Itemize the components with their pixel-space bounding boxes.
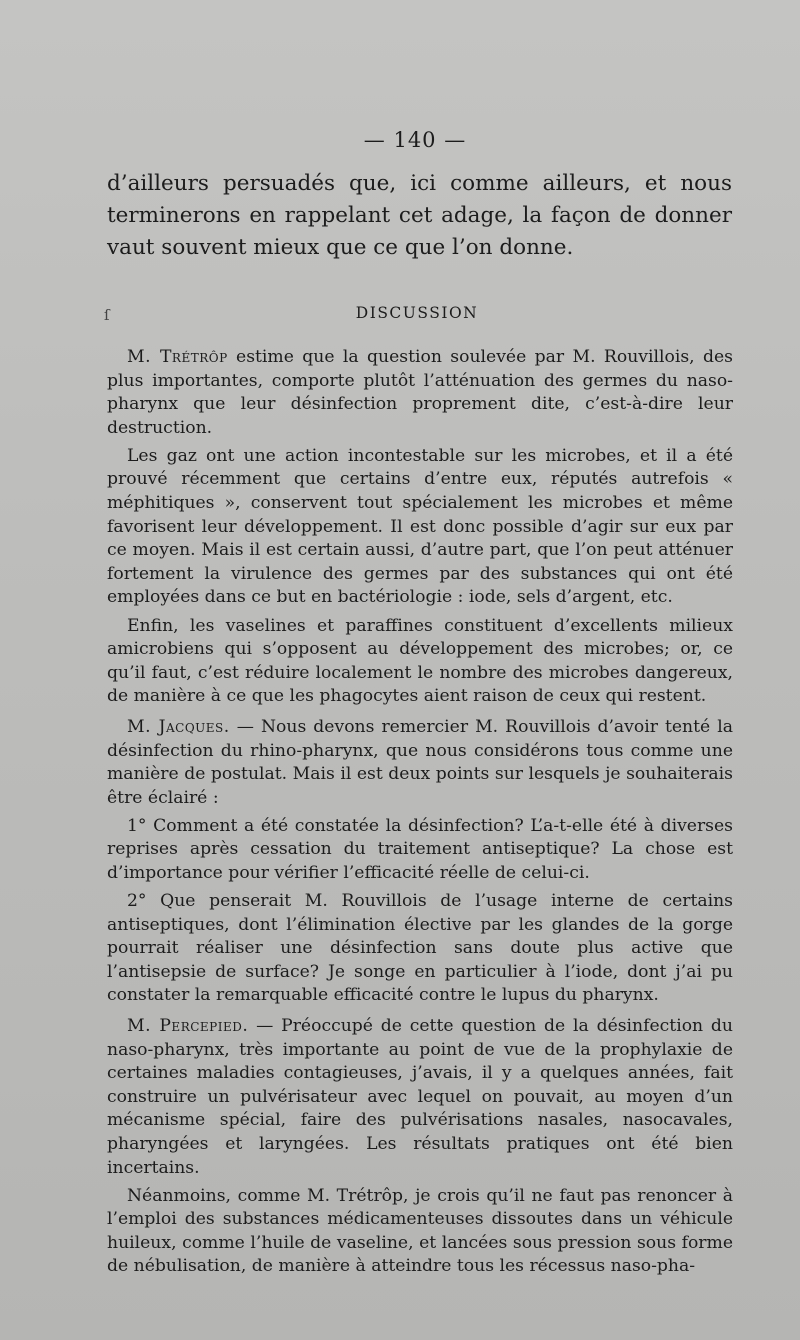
paragraph-text: — Préoccupé de cette question de la désinfection du naso-pharynx, très importante au point de vue de la prophylaxie de certaines maladies contagieuses, j’avais, il y a quelques années, fait construire un pulvérisateur avec lequel on pouvait, au moyen d’un mécanisme spécial, faire des pulvérisations nasales, nasocavales, pharyngées et laryngées. Les résultats pratiques ont été bien incertains. <box>107 1016 733 1178</box>
section-title: DISCUSSION <box>355 304 479 322</box>
paragraph-point-1 <box>107 815 733 886</box>
paragraph-tretrop <box>107 346 733 440</box>
paragraph-text: 2° Que penserait M. Rouvillois de l’usage interne de certains antiseptiques, dont l’élimination élective par les glandes de la gorge pourrait réaliser une désinfection sans doute plus active que l’antisepsie de surface? Je songe en particulier à l’iode, dont j’ai pu constater la remarquable efficacité contre le lupus du pharynx. <box>107 891 733 1006</box>
paragraph-text: estime que la question soulevée par M. Rouvillois, des plus importantes, comporte plutôt l’atténuation des germes du naso-pharynx que leur désinfection proprement dite, c’est-à-dire leur destruction. <box>107 347 733 438</box>
paragraph-text: Néanmoins, comme M. Trétrôp, je crois qu’il ne faut pas renoncer à l’emploi des substances médicamenteuses dissoutes dans un véhicule huileux, comme l’huile de vaseline, et lancées sous pression sous forme de nébulisation, de manière à atteindre tous les récessus naso-pha- <box>107 1185 733 1277</box>
margin-mark: ſ <box>104 306 110 324</box>
paragraph-jacques <box>107 716 733 810</box>
lead-paragraph: d’ailleurs persuadés que, ici comme ailleurs, et nous terminerons en rappelant cet adage, la façon de donner vaut souvent mieux que ce que l’on donne. <box>107 171 732 260</box>
paragraph-point-2 <box>107 890 733 1008</box>
speaker-name: M. Percepied. <box>127 1016 249 1037</box>
speaker-name: M. Jacques. <box>127 716 230 737</box>
paragraph-text: 1° Comment a été constatée la désinfection? L’a-t-elle été à diverses reprises après cessation du traitement antiseptique? La chose est d’importance pour vérifier l’efficacité réelle de celui-ci. <box>107 815 733 883</box>
paragraph-percepied <box>107 1015 733 1180</box>
paragraph-gaz <box>107 445 733 610</box>
speaker-name: M. Trétrôp <box>127 347 228 367</box>
paragraph-text: Enfin, les vaselines et paraffines constituent d’excellents milieux amicrobiens qui s’opposent au développement des microbes; or, ce qu’il faut, c’est réduire localement le nombre des microbes dangereux, de manière à ce que les phagocytes aient raison de ceux qui restent. <box>107 615 733 707</box>
paragraph-neanmoins <box>107 1185 733 1279</box>
page-number: — 140 — <box>363 128 467 152</box>
discussion-body <box>107 346 733 1284</box>
paragraph-text: Les gaz ont une action incontestable sur les microbes, et il a été prouvé récemment que certains d’entre eux, réputés autrefois « méphitiques », conservent tout spécialement les microbes et même favorisent leur développement. Il est donc possible d’agir sur eux par ce moyen. Mais il est certain aussi, d’autre part, que l’on peut atténuer fortement la virulence des germes par des substances qui ont été employées dans ce but en bactériologie : iode, sels d’argent, etc. <box>107 445 733 608</box>
paragraph-enfin <box>107 615 733 709</box>
paragraph-text: — Nous devons remercier M. Rouvillois d’avoir tenté la désinfection du rhino-pharynx, que nous considérons tous comme une manière de postulat. Mais il est deux points sur lesquels je souhaiterais être éclairé : <box>107 716 733 808</box>
